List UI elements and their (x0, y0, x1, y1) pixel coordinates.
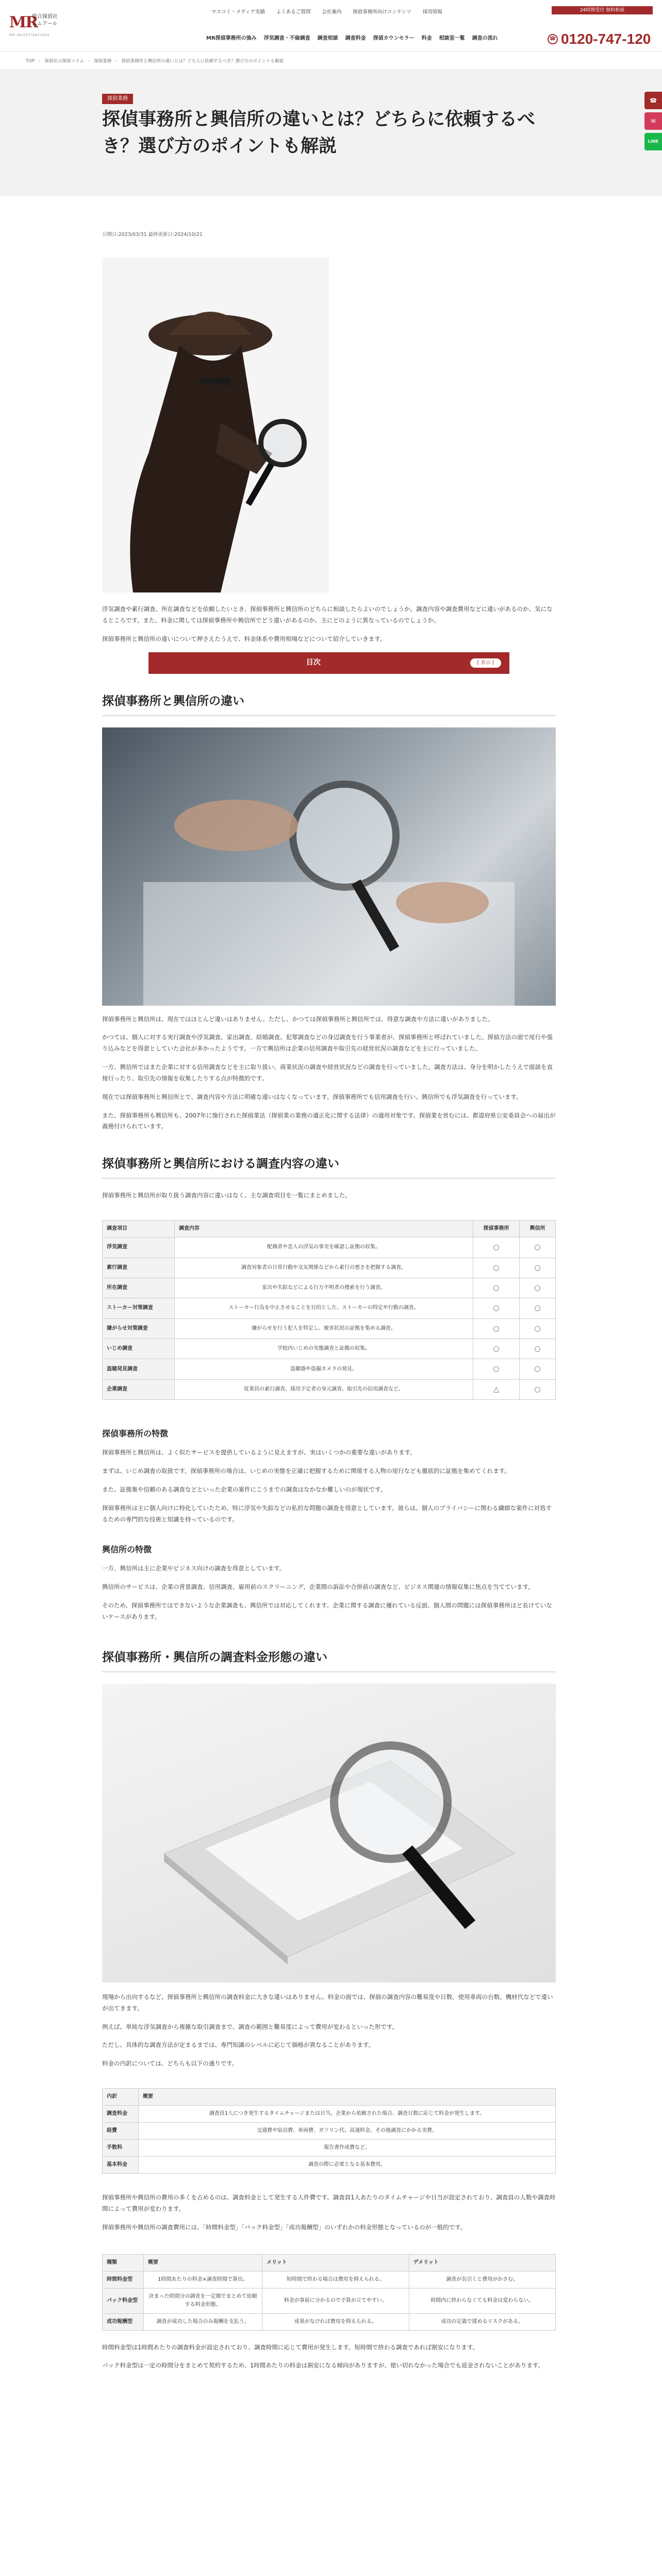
header-phone[interactable] (548, 32, 651, 46)
fee-breakdown-table (102, 2088, 556, 2174)
table-row (103, 1318, 556, 1338)
table-of-contents (148, 652, 509, 674)
nav-consult[interactable]: 調査相談 (317, 36, 338, 41)
table-header: 内訳 (103, 2089, 139, 2106)
section-paragraph: 料金の内訳については、どちらも以下の通りです。 (102, 2060, 238, 2067)
table-cell: 配偶者や恋人の浮気の事実を確認し証拠の収集。 (175, 1238, 473, 1258)
table-cell: ストーカー対策調査 (103, 1298, 175, 1318)
table-header: デメリット (409, 2254, 556, 2271)
table-cell: 盗聴器や盗撮カメラの発見。 (175, 1359, 473, 1379)
nav-flow[interactable]: 調査の流れ (472, 36, 498, 41)
table-header: 種類 (103, 2254, 144, 2271)
side-phone-button[interactable] (644, 92, 662, 109)
toc-title: 目次 (306, 658, 321, 667)
phone-icon: ☎ (649, 96, 657, 104)
table-cell: 料金が事前に分かるので予算が立てやすい。 (262, 2288, 409, 2313)
table-cell: 嫌がらせを行う犯人を特定し、被害状況の証拠を集める調査。 (175, 1318, 473, 1338)
breadcrumb-category[interactable]: 探偵業務 (94, 59, 112, 64)
table-header: 調査内容 (175, 1221, 473, 1238)
table-cell: 決まった時間分の調査を一定額でまとめて依頼する料金形態。 (144, 2288, 262, 2313)
table-cell: ○ (473, 1359, 520, 1379)
section-paragraph: 興信所のサービスは、企業の背景調査、信用調査、雇用前のスクリーニング、企業間の訴訟や合併前の調査など、ビジネス関連の情報収集に焦点を当てています。 (102, 1583, 534, 1591)
section-heading: 探偵事務所・興信所の調査料金形態の違い (102, 1649, 556, 1672)
table-row (103, 2140, 556, 2157)
calculator-illustration (102, 1684, 556, 1982)
logo-mark (9, 12, 38, 33)
table-row (103, 2288, 556, 2313)
table-row (103, 1339, 556, 1359)
nav-offices[interactable]: 相談室一覧 (439, 36, 465, 41)
table-header: 興信所 (520, 1221, 556, 1238)
utility-nav (211, 8, 442, 17)
calculator-magnifier-image (102, 1684, 556, 1982)
table-row (103, 1278, 556, 1298)
table-cell: 調査料金 (103, 2106, 139, 2123)
table-header-row (103, 1221, 556, 1238)
table-row (103, 2123, 556, 2140)
table-cell: 基本料金 (103, 2157, 139, 2174)
table-cell: ○ (520, 1258, 556, 1278)
table-cell: 短時間で終わる場合は費用を抑えられる。 (262, 2271, 409, 2288)
table-header: 概要 (139, 2089, 556, 2106)
table-cell: 素行調査 (103, 1258, 175, 1278)
table-cell: 成功報酬型 (103, 2313, 144, 2330)
table-row (103, 1298, 556, 1318)
logo-text: 総合探偵社 エムアール (32, 14, 58, 27)
table-cell: 盗聴発見調査 (103, 1359, 175, 1379)
table-header: 探偵事務所 (473, 1221, 520, 1238)
phone-number: 0120-747-120 (561, 31, 651, 47)
side-contact-buttons (644, 92, 662, 154)
table-cell: 交通費や宿泊費、車両費、ガソリン代、高速料金、その他調査にかかる実費。 (139, 2123, 556, 2140)
table-cell: 報告書作成費など。 (139, 2140, 556, 2157)
breadcrumb-column[interactable]: 探偵社の探偵コラム (44, 59, 84, 64)
table-header-row (103, 2089, 556, 2106)
nav-counselor[interactable]: 探偵カウンセラー (373, 36, 415, 41)
table-cell: ストーカー行為を中止させることを目的とした、ストーカーの特定や行動の調査。 (175, 1298, 473, 1318)
page-title: 探偵事務所と興信所の違いとは？どちらに依頼するべき？選び方のポイントも解説 (102, 109, 536, 157)
table-cell: 学校内いじめの実態調査と証拠の収集。 (175, 1339, 473, 1359)
section-paragraph: 探偵事務所と興信所は、よく似たサービスを提供しているように見えますが、実はいくつかの重要な違いがあります。 (102, 1449, 416, 1456)
table-cell: ○ (520, 1318, 556, 1338)
table-cell: 1時間あたりの料金×調査時間で算出。 (144, 2271, 262, 2288)
nav-media[interactable]: マスコミ・メディア実績 (211, 9, 265, 15)
table-row (103, 2313, 556, 2330)
breadcrumb-sep: › (39, 59, 41, 64)
table-cell: 従業員の素行調査、採用予定者の身元調査、取引先の信用調査など。 (175, 1379, 473, 1399)
section-paragraph: また、探偵事務所も興信所も、2007年に施行された探偵業法（探偵業の業務の適正化に関する法律）の適用対象です。探偵業を営むには、都道府県公安委員会への届出が義務付けられています。 (102, 1111, 556, 1130)
table-cell: 成果がなければ費用を抑えられる。 (262, 2313, 409, 2330)
intro-paragraph: 探偵事務所と興信所の違いについて押さえたうえで、料金体系や費用相場などについて紹介していきます。 (102, 635, 386, 642)
section-paragraph: 現在では探偵事務所と興信所とで、調査内容や方法に明確な違いはなくなっています。探偵事務所でも信用調査を行い、興信所でも浮気調査を行っています。 (102, 1093, 522, 1100)
section-heading: 探偵事務所と興信所の違い (102, 692, 556, 716)
table-cell: 嫌がらせ対策調査 (103, 1318, 175, 1338)
table-cell: ○ (473, 1339, 520, 1359)
table-cell: ○ (520, 1339, 556, 1359)
nav-strengths[interactable]: MR探偵事務所の強み (206, 36, 257, 41)
table-cell: △ (473, 1379, 520, 1399)
table-cell: 時間料金型 (103, 2271, 144, 2288)
section-paragraph: 探偵事務所や興信所の調査費用には、「時間料金型」「パック料金型」「成功報酬型」のいずれかの料金形態となっているのが一般的です。 (102, 2223, 467, 2231)
table-cell: 手数料 (103, 2140, 139, 2157)
magnifier-hands-image (102, 727, 556, 1006)
table-cell: ○ (520, 1278, 556, 1298)
table-cell: 調査対象者の日常行動や交友関係などから素行の悪さを把握する調査。 (175, 1258, 473, 1278)
main-nav (206, 34, 498, 43)
nav-company[interactable]: 会社案内 (322, 9, 342, 15)
table-cell: 企業調査 (103, 1379, 175, 1399)
table-row (103, 2106, 556, 2123)
phone-icon: ☎ (548, 34, 558, 44)
table-cell: 経費 (103, 2123, 139, 2140)
line-icon: LINE (648, 139, 659, 144)
mail-icon: ✉ (651, 117, 656, 125)
section-heading: 探偵事務所と興信所における調査内容の違い (102, 1155, 556, 1179)
table-cell: 家出や失踪などによる行方不明者の捜索を行う調査。 (175, 1278, 473, 1298)
table-header: 概要 (144, 2254, 262, 2271)
table-header: 調査項目 (103, 1221, 175, 1238)
subsection-heading: 探偵事務所の特徴 (102, 1429, 169, 1439)
section-paragraph: 探偵事務所と興信所は、現在ではほとんど違いはありません。ただし、かつては探偵事務所と興信所では、得意な調査や方法に違いがありました。 (102, 1015, 494, 1023)
table-cell: 浮気調査 (103, 1238, 175, 1258)
article-body (102, 258, 556, 2379)
section-paragraph: 現場から出向するなど、探偵事務所と興信所の調査料金に大きな違いはありません。料金の面では、探偵の調査内容の難易度や日数、使用車両の台数、機材代などで違いが出てきます。 (102, 1993, 553, 2012)
category-badge[interactable]: 探偵業務 (102, 94, 133, 104)
table-row (103, 2157, 556, 2174)
section-paragraph: そのため、探偵事務所ではできないような企業調査も、興信所では対応してくれます。企業に関する調査に優れている反面、個人間の問題には探偵事務所ほど長けていないケースがあります。 (102, 1602, 552, 1620)
table-cell: ○ (520, 1298, 556, 1318)
table-row (103, 1379, 556, 1399)
table-cell: ○ (473, 1298, 520, 1318)
table-row (103, 2271, 556, 2288)
nav-recruit[interactable]: 採用情報 (422, 9, 442, 15)
breadcrumb-current: 探偵事務所と興信所の違いとは？どちらに依頼するべき？選び方のポイントも解説 (121, 59, 284, 64)
intro-paragraph: 浮気調査や素行調査、所在調査などを依頼したいとき、探偵事務所と興信所のどちらに相談したらよいのでしょうか。調査内容や調査費用などに違いがあるのか、気になるところです。また、料金に関しては探偵事務所や興信所でどう違いがあるのか、主にどのように異なっているのでしょうか。 (102, 605, 553, 624)
logo[interactable] (9, 10, 61, 37)
side-line-button[interactable] (644, 133, 662, 150)
table-header-row (103, 2254, 556, 2271)
table-cell: 調査が成功した場合のみ報酬を支払う。 (144, 2313, 262, 2330)
table-cell: 調査の際に必要となる基本費用。 (139, 2157, 556, 2174)
post-hero (0, 69, 662, 196)
breadcrumb-home[interactable]: TOP (26, 59, 35, 64)
table-cell: ○ (473, 1318, 520, 1338)
section-paragraph: ただし、具体的な調査方法が定まるまでは、専門知識のレベルに応じて価格が異なることがあります。 (102, 2041, 375, 2049)
table-cell: ○ (520, 1238, 556, 1258)
table-cell: 時間内に終わらなくても料金は変わらない。 (409, 2288, 556, 2313)
table-cell: ○ (520, 1379, 556, 1399)
free-consult-button[interactable]: 24時間受付 無料相談 (552, 6, 653, 14)
table-cell: ○ (473, 1258, 520, 1278)
section-paragraph: パック料金型は一定の時間分をまとめて契約するため、1時間あたりの料金は割安になる傾向がありますが、使い切れなかった場合でも返金されないことがあります。 (102, 2362, 544, 2369)
table-cell: 所在調査 (103, 1278, 175, 1298)
section-paragraph: 探偵事務所は主に個人向けに特化していたため、特に浮気や失踪などの私的な問題の調査を得意としています。彼らは、個人のプライバシーに関わる繊細な案件に対処するための専門的な技術と知識を持っているのです。 (102, 1504, 552, 1523)
section-paragraph: まずは、いじめ調査の取扱です。探偵事務所の場合は、いじめの実態を正確に把握するために関係する人物の尾行なども徹底的に証拠を集めてくれます。 (102, 1467, 510, 1475)
table-header: メリット (262, 2254, 409, 2271)
table-row (103, 1238, 556, 1258)
nav-fee[interactable]: 調査料金 (345, 36, 366, 41)
table-cell: 調査が長引くと費用がかさむ。 (409, 2271, 556, 2288)
nav-contents[interactable]: 探偵事務所向けコンテンツ (353, 9, 411, 15)
fee-type-table (102, 2254, 556, 2331)
table-cell: ○ (473, 1278, 520, 1298)
magnifier-hands-illustration (102, 727, 556, 1006)
table-cell: 成功の定義で揉めるリスクがある。 (409, 2313, 556, 2330)
post-dates: 公開日:2023/03/31 最終更新日:2024/10/21 (102, 232, 203, 238)
section-paragraph: 一方、興信所ではまた企業に対する信用調査などを主に取り扱い、商業状況の調査や経営状況などの調査を行っていました。調査方法は、身分を明かしたうえで面談を直接行ったり、取引先の情報を収集したりする点が特徴的です。 (102, 1063, 553, 1082)
section-paragraph: 例えば、単純な浮気調査から複雑な取引調査まで、調査の範囲と難易度によって費用が変わるといった形です。 (102, 2023, 398, 2030)
table-row (103, 1359, 556, 1379)
table-cell: ○ (520, 1359, 556, 1379)
section-paragraph: 一方、興信所は主に企業やビジネス向けの調査を得意としています。 (102, 1565, 286, 1572)
section-paragraph: かつては、個人に対する実行調査や浮気調査、家出調査、結婚調査、犯罪調査などの身辺調査を行う事業者が、探偵事務所と呼ばれていました。探偵方法の面で尾行や張り込みなどを得意としていた会社が多かったようです。一方で興信所は企業の信用調査や取引先の経営状況の調査などを主に行っていました。 (102, 1033, 553, 1053)
subsection-heading: 興信所の特徴 (102, 1545, 152, 1555)
breadcrumb-sep: › (88, 59, 90, 64)
nav-price[interactable]: 料金 (421, 36, 432, 41)
section-paragraph: 時間料金型は1時間あたりの調査料金が設定されており、調査時間に応じて費用が発生します。短時間で終わる調査であれば割安になります。 (102, 2343, 478, 2351)
table-cell: いじめ調査 (103, 1339, 175, 1359)
table-cell: パック料金型 (103, 2288, 144, 2313)
table-cell: ○ (473, 1238, 520, 1258)
section-paragraph: また、証拠集や信頼のある調査などといった企業の案件にこうまでの調査はなかなか難しいのが現状です。 (102, 1485, 387, 1493)
logo-letters: MR (9, 13, 38, 31)
side-mail-button[interactable] (644, 112, 662, 130)
detective-illustration (102, 258, 329, 592)
table-cell: 調査員1人につき発生するタイムチャージまたは日当。企業から依頼された場合、調査日数に応じて料金が発生します。 (139, 2106, 556, 2123)
investigation-type-table (102, 1220, 556, 1400)
logo-english: MR INVESTIGATIONS (9, 33, 50, 37)
section-paragraph: 探偵事務所や興信所の費用の多くを占めるのは、調査料金として発生する人件費です。調査員1人あたりのタイムチャージや日当が設定されており、調査員の人数や調査時間によって費用が変わります。 (102, 2194, 556, 2212)
breadcrumb (26, 58, 284, 65)
table-row (103, 1258, 556, 1278)
toc-toggle-button[interactable]: [ 表示 ] (470, 658, 501, 668)
nav-affair[interactable]: 浮気調査・不倫調査 (263, 36, 310, 41)
site-header (0, 0, 662, 52)
detective-image (102, 258, 329, 592)
nav-faq[interactable]: よくあるご質問 (276, 9, 311, 15)
section-paragraph: 探偵事務所と興信所が取り扱う調査内容に違いはなく、主な調査項目を一覧にまとめました。 (102, 1192, 351, 1199)
breadcrumb-sep: › (115, 59, 118, 64)
